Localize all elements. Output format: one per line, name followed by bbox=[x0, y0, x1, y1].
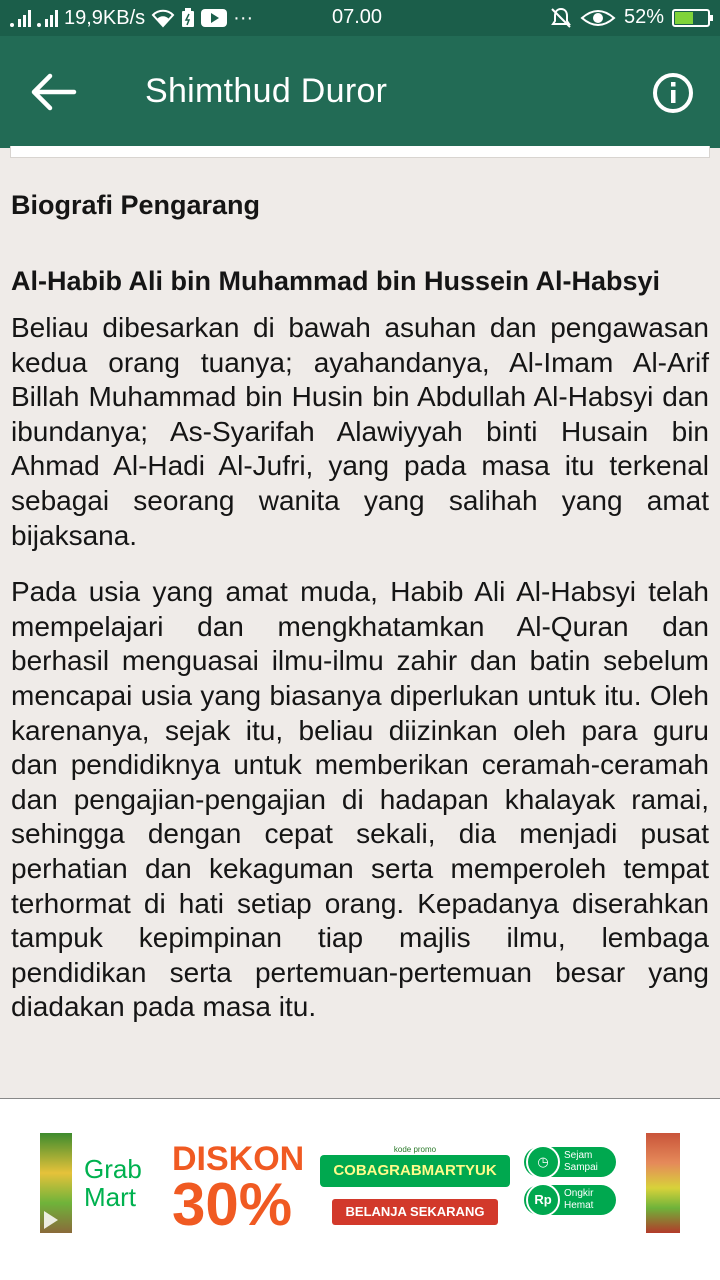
arrow-left-icon bbox=[34, 76, 74, 108]
wifi-icon bbox=[151, 8, 175, 28]
youtube-icon bbox=[201, 8, 227, 28]
ad-area bbox=[0, 1098, 720, 1280]
eye-icon bbox=[580, 8, 616, 28]
battery-saver-icon bbox=[181, 8, 195, 28]
status-right bbox=[550, 6, 710, 29]
mute-bell-icon bbox=[550, 7, 572, 29]
section-title: Biografi Pengarang bbox=[11, 190, 261, 220]
app-bar bbox=[0, 36, 720, 148]
clock: 07.00 bbox=[332, 6, 383, 28]
info-icon bbox=[655, 75, 691, 111]
ad-promo-code: COBAGRABMARTYUK bbox=[320, 1155, 510, 1187]
network-speed: 19,9KB/s bbox=[64, 6, 146, 29]
status-bar bbox=[0, 0, 720, 36]
ad-badge1-top: Sejam bbox=[564, 1150, 593, 1161]
ad-brand-line1: Grab bbox=[84, 1154, 142, 1184]
ad-badge1-bottom: Sampai bbox=[564, 1162, 598, 1173]
battery-fill bbox=[675, 12, 693, 24]
ad-badge-delivery bbox=[524, 1147, 616, 1177]
status-left bbox=[10, 6, 253, 30]
ad-brand bbox=[84, 1155, 164, 1211]
ad-badge-shipping bbox=[524, 1185, 616, 1215]
page-title: Shimthud Duror bbox=[145, 72, 388, 110]
battery-percent: 52% bbox=[623, 6, 664, 28]
ad-produce-image-left bbox=[40, 1133, 72, 1233]
signal-icon-2 bbox=[37, 9, 58, 27]
ad-cta-button[interactable]: BELANJA SEKARANG bbox=[332, 1199, 498, 1225]
ad-produce-image-right bbox=[646, 1133, 680, 1233]
info-button[interactable] bbox=[652, 72, 694, 114]
ad-promo-label: kode promo bbox=[393, 1145, 437, 1154]
article-content bbox=[11, 188, 709, 1025]
ad-badge2-top: Ongkir bbox=[564, 1188, 594, 1199]
card-edge bbox=[10, 146, 710, 158]
ad-badge2-symbol: Rp bbox=[526, 1183, 560, 1217]
ad-discount-word: DISKON bbox=[172, 1140, 305, 1178]
ad-discount-value: 30% bbox=[172, 1171, 293, 1233]
ad-discount bbox=[172, 1141, 304, 1233]
battery-icon bbox=[672, 9, 710, 27]
signal-icon bbox=[10, 9, 31, 27]
paragraph: Beliau dibesarkan di bawah asuhan dan pengawasan kedua orang tuanya; ayahandanya, Al-Imam Al-Arif Billah Muhammad bin Husin bin Abdullah Al-Habsyi dan ibundanya; As-Syarifah Alawiyyah binti Husain bin Ahmad Al-Hadi Al-Jufri, yang pada masa itu terkenal sebagai seorang wanita yang salihah yang amat bijaksana. bbox=[11, 312, 709, 551]
back-button[interactable] bbox=[30, 70, 80, 114]
more-notifications-icon: ··· bbox=[233, 6, 254, 29]
clock-icon: ◷ bbox=[526, 1145, 560, 1179]
play-icon[interactable] bbox=[44, 1211, 58, 1229]
paragraph: Pada usia yang amat muda, Habib Ali Al-Habsyi telah mempelajari dan mengkhatamkan Al-Quran dan berhasil menguasai ilmu-ilmu zahir dan batin sebelum mencapai usia yang biasanya diperlukan untuk itu. Oleh karenanya, sejak itu, beliau diizinkan oleh para guru dan pendidiknya untuk memberikan ceramah-ceramah dan pengajian-pengajian di hadapan khalayak ramai, sehingga dengan cepat sekali, dia menjadi pusat perhatian dan kekaguman serta memperoleh tempat terhormat di hati setiap orang. Kepadanya diserahkan tampuk kepimpinan tiap majlis ilmu, lembaga pendidikan serta pertemuan-pertemuan besar yang diadakan pada masa itu. bbox=[11, 576, 709, 1023]
ad-brand-line2: Mart bbox=[84, 1182, 136, 1212]
author-name: Al-Habib Ali bin Muhammad bin Hussein Al-Habsyi bbox=[11, 266, 661, 296]
ad-badge2-bottom: Hemat bbox=[564, 1200, 594, 1211]
ad-banner[interactable] bbox=[40, 1133, 680, 1233]
